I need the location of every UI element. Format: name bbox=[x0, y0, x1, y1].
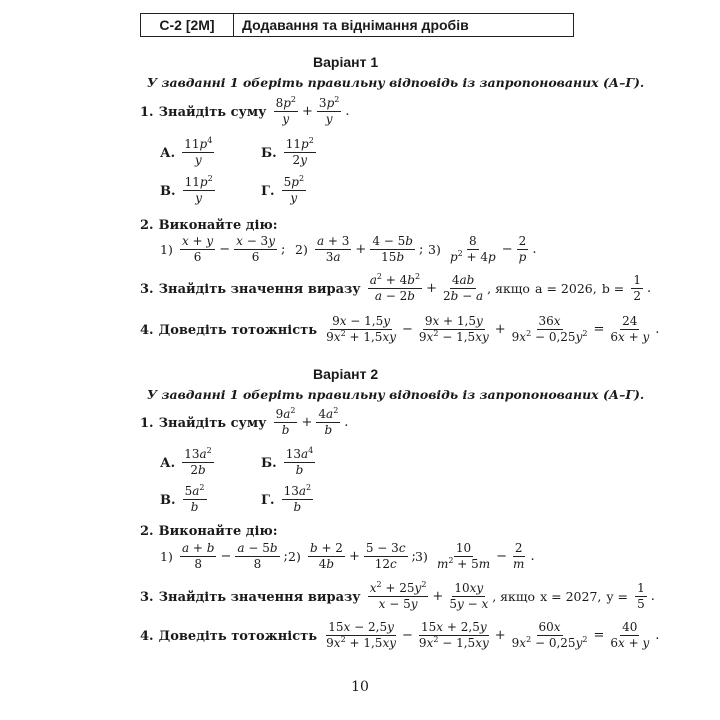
b-value: b = bbox=[601, 281, 625, 296]
variant-1-heading: Варіант 1 bbox=[313, 54, 379, 70]
fraction: $\frac{13a^2}{2b}$ bbox=[184, 446, 212, 477]
v2-option-b[interactable] bbox=[261, 447, 317, 478]
task-number: 3. bbox=[140, 590, 154, 605]
task-text: Знайдіть суму bbox=[158, 416, 267, 431]
task-number: 4. bbox=[140, 629, 154, 644]
fraction: $\frac{a^2 + 4b^2}{a - 2b}$ bbox=[369, 272, 421, 303]
variant-1-instruction: У завданні 1 оберіть правильну відповідь із запропонованих (А–Г). bbox=[147, 75, 645, 90]
v2-task-2 bbox=[140, 520, 278, 539]
task-text: Доведіть тотожність bbox=[158, 323, 318, 338]
task-number: 3. bbox=[140, 282, 154, 297]
v1-task-2-part-3: 3) $\frac{8}{p^2 + 4p}$ − $\frac{2}{p}$ . bbox=[428, 234, 537, 264]
fraction: $\frac{3p^2}{y}$ bbox=[318, 95, 340, 126]
section-header bbox=[140, 13, 574, 37]
fraction: $\frac{1}{2}$ bbox=[633, 273, 641, 303]
v2-task-2-part-1: 1) $\frac{a + b}{8}$ − $\frac{a - 5b}{8}$ ; bbox=[160, 541, 288, 571]
fraction: $\frac{a + b}{8}$ bbox=[181, 541, 215, 571]
fraction: $\frac{x + y}{6}$ bbox=[181, 234, 214, 264]
condition-text: , якщо bbox=[487, 281, 530, 296]
fraction: $\frac{9x + 1,5y}{9x^2 - 1,5xy}$ bbox=[418, 314, 489, 344]
v2-task-3: 3. Знайдіть значення виразу $\frac{x^2 + 25y^2}{x - 5y}$ + $\frac{10xy}{5y - x}$ , якщо x = 2027, y = $\frac{1}{5}$ . bbox=[140, 580, 655, 611]
x-value: x = 2027, bbox=[540, 589, 602, 604]
section-code: С-2 [2М] bbox=[141, 14, 234, 36]
v1-option-b[interactable] bbox=[261, 137, 318, 168]
fraction: $\frac{8}{p^2 + 4p}$ bbox=[449, 234, 496, 264]
y-value: y = bbox=[606, 589, 628, 604]
v1-task-2-part-1: 1) $\frac{x + y}{6}$ − $\frac{x - 3y}{6}$ ; bbox=[160, 234, 286, 264]
page-number: 10 bbox=[351, 679, 369, 695]
fraction: $\frac{11p^4}{y}$ bbox=[184, 136, 213, 167]
fraction: $\frac{5p^2}{y}$ bbox=[283, 174, 305, 205]
option-letter: Б. bbox=[261, 456, 277, 471]
fraction: $\frac{4a^2}{b}$ bbox=[318, 406, 339, 437]
task-text: Виконайте дію: bbox=[158, 218, 278, 233]
part-label: 2) bbox=[295, 242, 308, 257]
fraction: $\frac{40}{6x + y}$ bbox=[610, 620, 650, 650]
fraction: $\frac{5 - 3c}{12c}$ bbox=[365, 541, 406, 571]
fraction: $\frac{11p^2}{y}$ bbox=[184, 174, 213, 205]
v2-option-v[interactable] bbox=[160, 484, 209, 515]
fraction: $\frac{9x - 1,5y}{9x^2 + 1,5xy}$ bbox=[326, 314, 396, 344]
task-text: Знайдіть суму bbox=[158, 105, 267, 120]
fraction: $\frac{1}{5}$ bbox=[637, 581, 645, 611]
fraction: $\frac{60x}{9x^2 - 0,25y^2}$ bbox=[511, 620, 588, 650]
fraction: $\frac{10xy}{5y - x}$ bbox=[449, 581, 489, 611]
fraction: $\frac{8p^2}{y}$ bbox=[275, 95, 297, 126]
option-letter: В. bbox=[160, 184, 176, 199]
v2-option-g[interactable] bbox=[261, 484, 315, 515]
fraction: $\frac{x - 3y}{6}$ bbox=[236, 234, 275, 264]
v1-option-a[interactable] bbox=[160, 137, 216, 168]
task-text: Доведіть тотожність bbox=[158, 629, 318, 644]
v2-task-2-part-3: 3) $\frac{10}{m^2 + 5m}$ − $\frac{2}{m}$ . bbox=[415, 541, 535, 571]
fraction: $\frac{2}{p}$ bbox=[518, 234, 527, 264]
task-number: 1. bbox=[140, 416, 154, 431]
v1-task-1: 1. Знайдіть суму $\frac{8p^2}{y}$ + $\frac{3p^2}{y}$ . bbox=[140, 95, 350, 126]
fraction: $\frac{24}{6x + y}$ bbox=[610, 314, 650, 344]
fraction: $\frac{2}{m}$ bbox=[513, 541, 525, 571]
task-text: Виконайте дію: bbox=[158, 524, 278, 539]
task-number: 4. bbox=[140, 323, 154, 338]
v1-option-g[interactable] bbox=[261, 175, 308, 206]
fraction: $\frac{10}{m^2 + 5m}$ bbox=[436, 541, 491, 571]
fraction: $\frac{b + 2}{4b}$ bbox=[309, 541, 343, 571]
condition-text: , якщо bbox=[492, 589, 536, 604]
fraction: $\frac{13a^2}{b}$ bbox=[283, 483, 312, 514]
option-letter: В. bbox=[160, 493, 176, 508]
option-letter: Г. bbox=[261, 493, 275, 508]
v1-task-4: 4. Доведіть тотожність $\frac{9x - 1,5y}{9x^2 + 1,5xy}$ − $\frac{9x + 1,5y}{9x^2 - 1,5xy}$ + $\frac{36x}{9x^2 - 0,25y^2}$ = $\frac{24}{6x + y}$ . bbox=[140, 314, 660, 344]
option-letter: Г. bbox=[261, 184, 275, 199]
fraction: $\frac{9a^2}{b}$ bbox=[275, 406, 296, 437]
task-text: Знайдіть значення виразу bbox=[158, 590, 361, 605]
v2-option-a[interactable] bbox=[160, 447, 216, 478]
fraction: $\frac{x^2 + 25y^2}{x - 5y}$ bbox=[369, 580, 427, 611]
fraction: $\frac{4 - 5b}{15b}$ bbox=[372, 234, 413, 264]
option-letter: А. bbox=[160, 146, 176, 161]
fraction: $\frac{15x + 2,5y}{9x^2 - 1,5xy}$ bbox=[418, 620, 489, 650]
variant-2-heading: Варіант 2 bbox=[313, 366, 379, 382]
fraction: $\frac{a - 5b}{8}$ bbox=[237, 541, 278, 571]
v2-task-1: 1. Знайдіть суму $\frac{9a^2}{b}$ + $\frac{4a^2}{b}$ . bbox=[140, 406, 349, 437]
v1-task-2-part-2: 2) $\frac{a + 3}{3a}$ + $\frac{4 - 5b}{15b}$ ; bbox=[295, 234, 424, 264]
variant-2-instruction: У завданні 1 оберіть правильну відповідь із запропонованих (А–Г). bbox=[147, 387, 645, 402]
option-letter: А. bbox=[160, 456, 176, 471]
task-number: 1. bbox=[140, 105, 154, 120]
v2-task-4: 4. Доведіть тотожність $\frac{15x - 2,5y}{9x^2 + 1,5xy}$ − $\frac{15x + 2,5y}{9x^2 - 1,5xy}$ + $\frac{60x}{9x^2 - 0,25y^2}$ = $\frac{40}{6x + y}$ . bbox=[140, 620, 660, 650]
part-label: 3) bbox=[428, 242, 441, 257]
fraction: $\frac{15x - 2,5y}{9x^2 + 1,5xy}$ bbox=[326, 620, 396, 650]
a-value: a = 2026, bbox=[535, 281, 597, 296]
fraction: $\frac{11p^2}{2y}$ bbox=[285, 136, 314, 167]
part-label: 2) bbox=[288, 549, 301, 564]
fraction: $\frac{13a^4}{b}$ bbox=[285, 446, 314, 477]
task-number: 2. bbox=[140, 524, 154, 539]
v1-task-3: 3. Знайдіть значення виразу $\frac{a^2 + 4b^2}{a - 2b}$ + $\frac{4ab}{2b - a}$ , якщо a = 2026, b = $\frac{1}{2}$ . bbox=[140, 272, 652, 303]
fraction: $\frac{5a^2}{b}$ bbox=[184, 483, 205, 514]
fraction: $\frac{a + 3}{3a}$ bbox=[316, 234, 350, 264]
v2-task-2-part-2: 2) $\frac{b + 2}{4b}$ + $\frac{5 - 3c}{12c}$ ; bbox=[288, 541, 416, 571]
part-label: 3) bbox=[415, 549, 428, 564]
part-label: 1) bbox=[160, 549, 173, 564]
task-text: Знайдіть значення виразу bbox=[158, 282, 361, 297]
section-title: Додавання та віднімання дробів bbox=[242, 17, 469, 33]
task-number: 2. bbox=[140, 218, 154, 233]
v1-task-2 bbox=[140, 214, 278, 233]
v1-option-v[interactable] bbox=[160, 175, 217, 206]
option-letter: Б. bbox=[261, 146, 277, 161]
part-label: 1) bbox=[160, 242, 173, 257]
fraction: $\frac{36x}{9x^2 - 0,25y^2}$ bbox=[511, 314, 588, 344]
fraction: $\frac{4ab}{2b - a}$ bbox=[442, 273, 484, 303]
